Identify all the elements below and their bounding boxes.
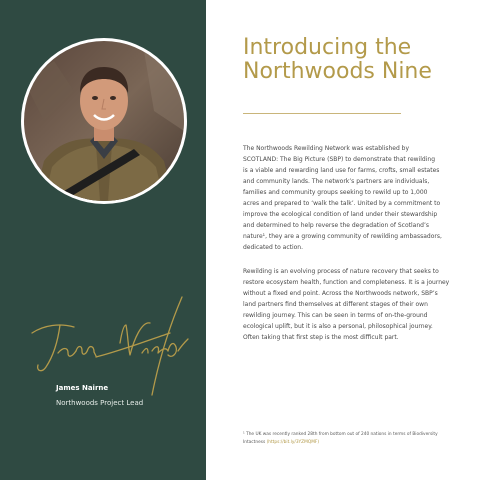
text-line: improve the ecological condition of land under their stewardship	[243, 211, 438, 218]
footnote-line: ¹ The UK was recently ranked 28th from bottom out of 240 nations in terms of Biodiversity	[243, 432, 438, 437]
title-line-2: Northwoods Nine	[243, 59, 432, 84]
text-line: restore ecosystem health, function and completeness. It is a journey	[243, 279, 450, 286]
text-line: without a fixed end point. Across the Northwoods network, SBP’s	[243, 290, 438, 297]
footnote-line-2	[243, 439, 465, 447]
text-line: Often taking that first step is the most difficult part.	[243, 334, 399, 341]
text-line: Rewilding is an evolving process of nature recovery that seeks to	[243, 268, 439, 275]
text-line: acres and prepared to ‘walk the talk’. United by a commitment to	[243, 200, 441, 207]
text-line: families and community groups seeking to rewild up to 1,000	[243, 189, 428, 196]
footnote-text: Intactness	[243, 440, 267, 445]
text-line: and community lands. The network’s partners are individuals,	[243, 178, 430, 185]
left-panel	[0, 0, 206, 480]
text-line: The Northwoods Rewilding Network was established by	[243, 145, 410, 152]
title-divider	[243, 113, 401, 114]
text-line: is a viable and rewarding land use for farms, crofts, small estates	[243, 167, 440, 174]
footnote-link[interactable]: (https://bit.ly/3YZMQMF)	[266, 440, 320, 445]
person-name: James Nairne	[56, 384, 109, 392]
page-title	[243, 36, 463, 84]
text-line: land partners find themselves at different stages of their own	[243, 301, 428, 308]
text-line: ecological uplift, but it is also a personal, philosophical journey.	[243, 323, 433, 330]
text-line: rewilding journey. This can be seen in terms of on-the-ground	[243, 312, 428, 319]
rewilding-paragraph	[243, 266, 465, 343]
text-line: and determined to help reverse the degradation of Scotland’s	[243, 222, 429, 229]
footnote	[243, 431, 465, 447]
intro-paragraph	[243, 143, 465, 253]
text-line: nature¹, they are a growing community of rewilding ambassadors,	[243, 233, 442, 240]
portrait-photo-icon	[24, 41, 184, 201]
text-line: SCOTLAND: The Big Picture (SBP) to demonstrate that rewilding	[243, 156, 436, 163]
text-line: dedicated to action.	[243, 244, 304, 251]
portrait-frame	[21, 38, 187, 204]
title-line-1: Introducing the	[243, 35, 412, 60]
signature-icon	[30, 295, 190, 399]
person-role: Northwoods Project Lead	[56, 399, 144, 407]
